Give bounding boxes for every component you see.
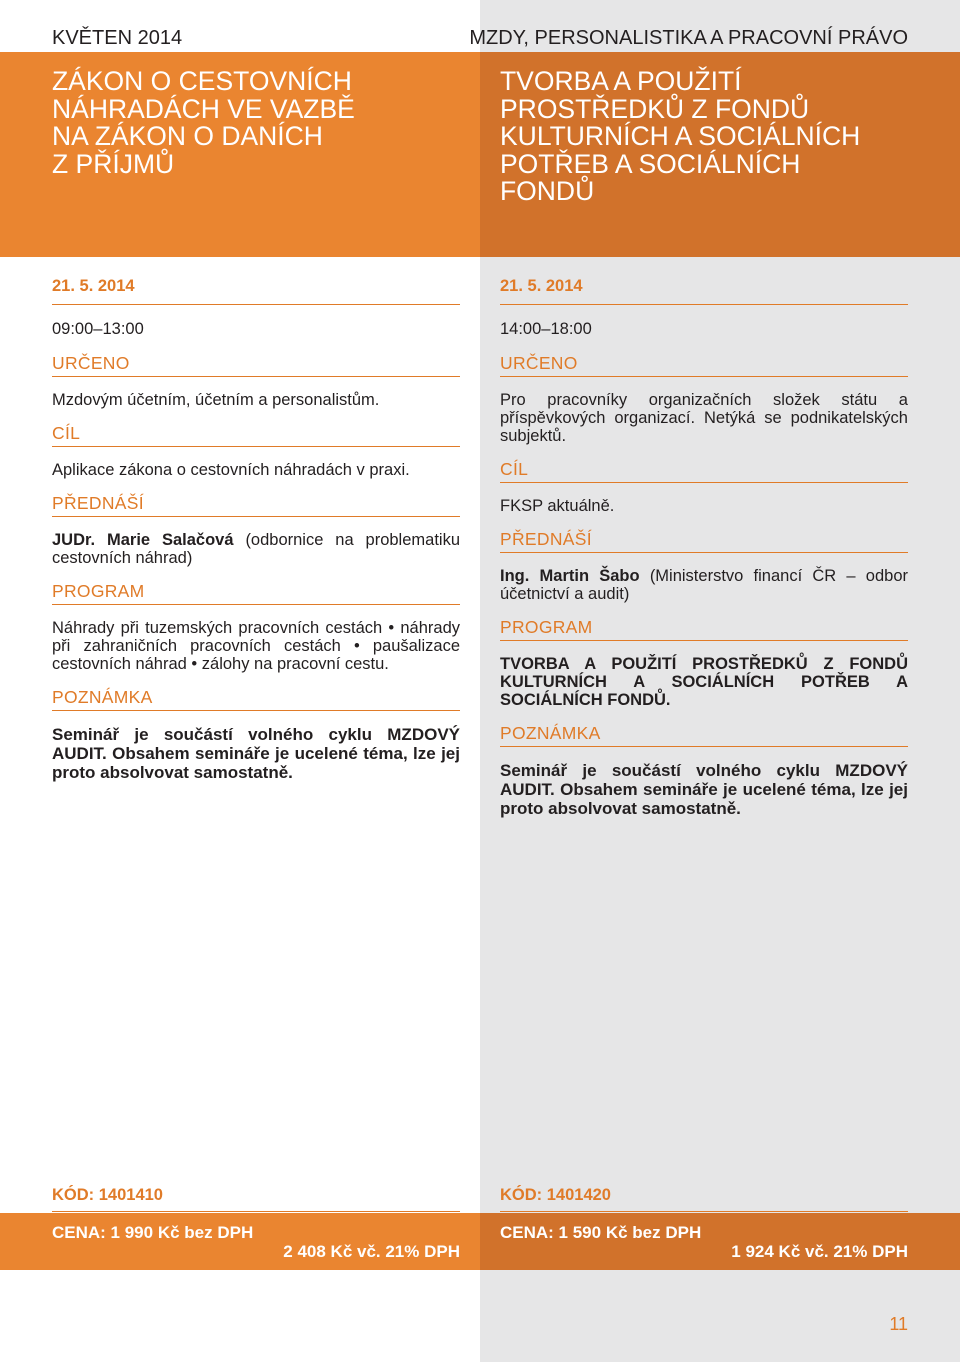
divider	[52, 604, 460, 605]
seminar-title-band-left	[0, 52, 480, 257]
urceno-text: Pro pracovníky organizačních složek státu a příspěvkových organizací. Netýká se podnikatelských subjektů.	[500, 391, 908, 445]
divider	[500, 1211, 908, 1212]
course-code: KÓD: 1401410	[52, 1186, 163, 1204]
poznamka-text: Seminář je součástí volného cyklu MZDOVÝ AUDIT. Obsahem semináře je ucelené téma, lze jej proto absolvovat samostatně.	[500, 761, 908, 818]
price-with-vat: 2 408 Kč vč. 21% DPH	[283, 1242, 460, 1261]
divider	[500, 746, 908, 747]
seminar-details-right	[500, 276, 908, 818]
seminar-title: TVORBA A POUŽITÍ PROSTŘEDKŮ Z FONDŮ KULTURNÍCH A SOCIÁLNÍCH POTŘEB A SOCIÁLNÍCH FONDŮ	[500, 66, 861, 206]
divider	[52, 516, 460, 517]
seminar-date: 21. 5. 2014	[500, 277, 583, 295]
seminar-time: 14:00–18:00	[500, 320, 592, 338]
divider	[500, 482, 908, 483]
section-heading-prednasi: PŘEDNÁŠÍ	[500, 529, 592, 549]
section-heading-poznamka: POZNÁMKA	[52, 687, 153, 707]
lecturer-info: (Ministerstvo financí ČR – odbor účetnictví a audit)	[500, 567, 908, 603]
seminar-title: ZÁKON O CESTOVNÍCH NÁHRADÁCH VE VAZBĚ NA ZÁKON O DANÍCH Z PŘÍJMŮ	[52, 66, 355, 179]
section-heading-urceno: URČENO	[500, 353, 578, 373]
divider	[52, 446, 460, 447]
section-heading-poznamka: POZNÁMKA	[500, 723, 601, 743]
urceno-text: Mzdovým účetním, účetním a personalistům.	[52, 391, 380, 409]
lecturer-name: JUDr. Marie Salačová	[52, 531, 234, 549]
price-bar-right	[480, 1213, 960, 1270]
section-heading-cil: CÍL	[500, 459, 529, 479]
section-heading-cil: CÍL	[52, 423, 81, 443]
seminar-time: 09:00–13:00	[52, 320, 144, 338]
cil-text: Aplikace zákona o cestovních náhradách v praxi.	[52, 461, 410, 479]
price-without-vat: CENA: 1 990 Kč bez DPH	[52, 1223, 254, 1242]
section-heading-program: PROGRAM	[52, 581, 145, 601]
price-bar-left	[0, 1213, 480, 1270]
divider	[500, 640, 908, 641]
divider	[500, 552, 908, 553]
seminar-details-left	[52, 276, 460, 782]
lecturer-name: Ing. Martin Šabo	[500, 567, 640, 585]
divider	[52, 376, 460, 377]
header-month: KVĚTEN 2014	[52, 27, 183, 49]
cil-text: FKSP aktuálně.	[500, 497, 615, 515]
program-text: TVORBA A POUŽITÍ PROSTŘEDKŮ Z FONDŮ KULTURNÍCH A SOCIÁLNÍCH POTŘEB A SOCIÁLNÍCH FONDŮ.	[500, 655, 908, 709]
section-heading-program: PROGRAM	[500, 617, 593, 637]
poznamka-text: Seminář je součástí volného cyklu MZDOVÝ AUDIT. Obsahem semináře je ucelené téma, lze jej proto absolvovat samostatně.	[52, 725, 460, 782]
section-heading-urceno: URČENO	[52, 353, 130, 373]
seminar-title-band-right	[480, 52, 960, 257]
header-category: MZDY, PERSONALISTIKA A PRACOVNÍ PRÁVO	[469, 27, 908, 49]
lecturer-info: (odbornice na problematiku cestovních náhrad)	[52, 531, 460, 567]
seminar-date: 21. 5. 2014	[52, 277, 135, 295]
divider	[500, 304, 908, 305]
price-without-vat: CENA: 1 590 Kč bez DPH	[500, 1223, 702, 1242]
header-left	[0, 0, 480, 52]
program-text: Náhrady při tuzemských pracovních cestách • náhrady při zahraničních pracovních cestách • paušalizace cestovních náhrad • zálohy na pracovní cestu.	[52, 619, 460, 673]
price-with-vat: 1 924 Kč vč. 21% DPH	[731, 1242, 908, 1261]
lecturer	[500, 567, 908, 603]
page-number: 11	[889, 1314, 908, 1334]
divider	[500, 376, 908, 377]
divider	[52, 1211, 460, 1212]
divider	[52, 710, 460, 711]
lecturer	[52, 531, 460, 567]
course-code: KÓD: 1401420	[500, 1186, 611, 1204]
section-heading-prednasi: PŘEDNÁŠÍ	[52, 493, 144, 513]
header-right	[469, 0, 960, 52]
divider	[52, 304, 460, 305]
